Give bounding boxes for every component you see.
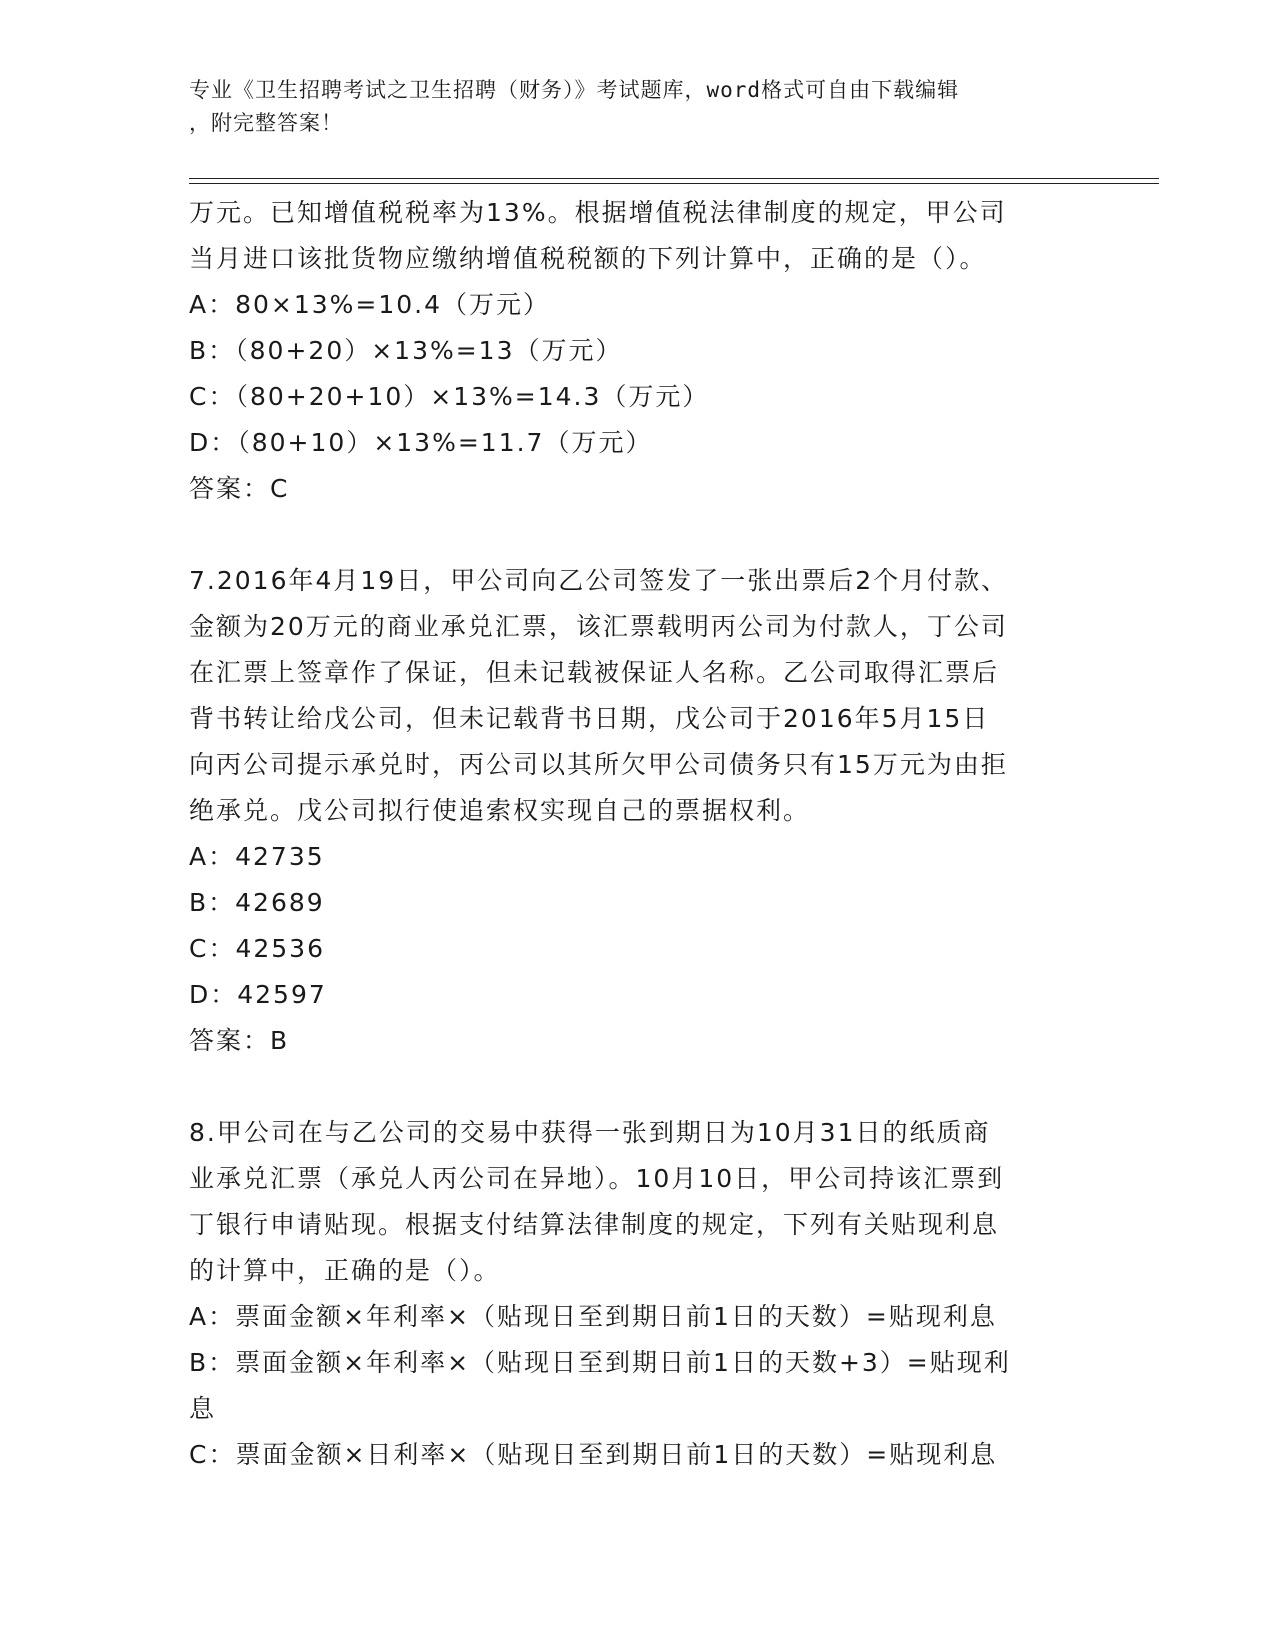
answer: 答案：C bbox=[189, 474, 290, 503]
question-text-line: 在汇票上签章作了保证，但未记载被保证人名称。乙公司取得汇票后 bbox=[189, 658, 1000, 687]
question-text-line: 万元。已知增值税税率为13%。根据增值税法律制度的规定，甲公司 bbox=[189, 198, 1007, 227]
question-text-line: 当月进口该批货物应缴纳增值税税额的下列计算中，正确的是（）。 bbox=[189, 244, 987, 273]
header-line-1: 专业《卫生招聘考试之卫生招聘（财务）》考试题库，word格式可自由下载编辑 bbox=[189, 78, 960, 102]
page-header bbox=[189, 74, 1089, 140]
option-c: C：42536 bbox=[189, 934, 325, 963]
question-text-line: 向丙公司提示承兑时，丙公司以其所欠甲公司债务只有15万元为由拒 bbox=[189, 750, 1008, 779]
option-a: A：80×13%=10.4（万元） bbox=[189, 290, 551, 319]
option-d: D：42597 bbox=[189, 980, 327, 1009]
question-text-line: 业承兑汇票（承兑人丙公司在异地）。10月10日，甲公司持该汇票到 bbox=[189, 1164, 1005, 1193]
header-rule-top bbox=[189, 178, 1159, 179]
question-8 bbox=[189, 1110, 1089, 1478]
header-rule-bottom bbox=[189, 183, 1159, 184]
question-text-line: 背书转让给戊公司，但未记载背书日期，戊公司于2016年5月15日 bbox=[189, 704, 990, 733]
option-c: C：（80+20+10）×13%=14.3（万元） bbox=[189, 382, 710, 411]
option-b: B：42689 bbox=[189, 888, 325, 917]
question-7 bbox=[189, 558, 1089, 1064]
spacer bbox=[189, 1064, 1089, 1110]
option-a: A：42735 bbox=[189, 842, 325, 871]
question-text-line: 7.2016年4月19日，甲公司向乙公司签发了一张出票后2个月付款、 bbox=[189, 566, 1009, 595]
answer: 答案：B bbox=[189, 1026, 290, 1055]
question-text-line: 绝承兑。戊公司拟行使追索权实现自己的票据权利。 bbox=[189, 796, 811, 825]
option-d: D：（80+10）×13%=11.7（万元） bbox=[189, 428, 653, 457]
option-b: B：（80+20）×13%=13（万元） bbox=[189, 336, 623, 365]
document-body bbox=[189, 190, 1089, 1478]
option-b-continued: 息 bbox=[189, 1394, 217, 1423]
question-text-line: 金额为20万元的商业承兑汇票，该汇票载明丙公司为付款人，丁公司 bbox=[189, 612, 1008, 641]
option-a: A：票面金额×年利率×（贴现日至到期日前1日的天数）=贴现利息 bbox=[189, 1302, 997, 1331]
header-line-2: ，附完整答案！ bbox=[189, 111, 343, 135]
question-text-line: 丁银行申请贴现。根据支付结算法律制度的规定，下列有关贴现利息 bbox=[189, 1210, 1000, 1239]
option-c: C：票面金额×日利率×（贴现日至到期日前1日的天数）=贴现利息 bbox=[189, 1440, 998, 1469]
spacer bbox=[189, 512, 1089, 558]
option-b: B：票面金额×年利率×（贴现日至到期日前1日的天数+3）=贴现利 bbox=[189, 1348, 1011, 1377]
question-text-line: 的计算中，正确的是（）。 bbox=[189, 1256, 501, 1285]
question-text-line: 8.甲公司在与乙公司的交易中获得一张到期日为10月31日的纸质商 bbox=[189, 1118, 991, 1147]
question-6 bbox=[189, 190, 1089, 512]
